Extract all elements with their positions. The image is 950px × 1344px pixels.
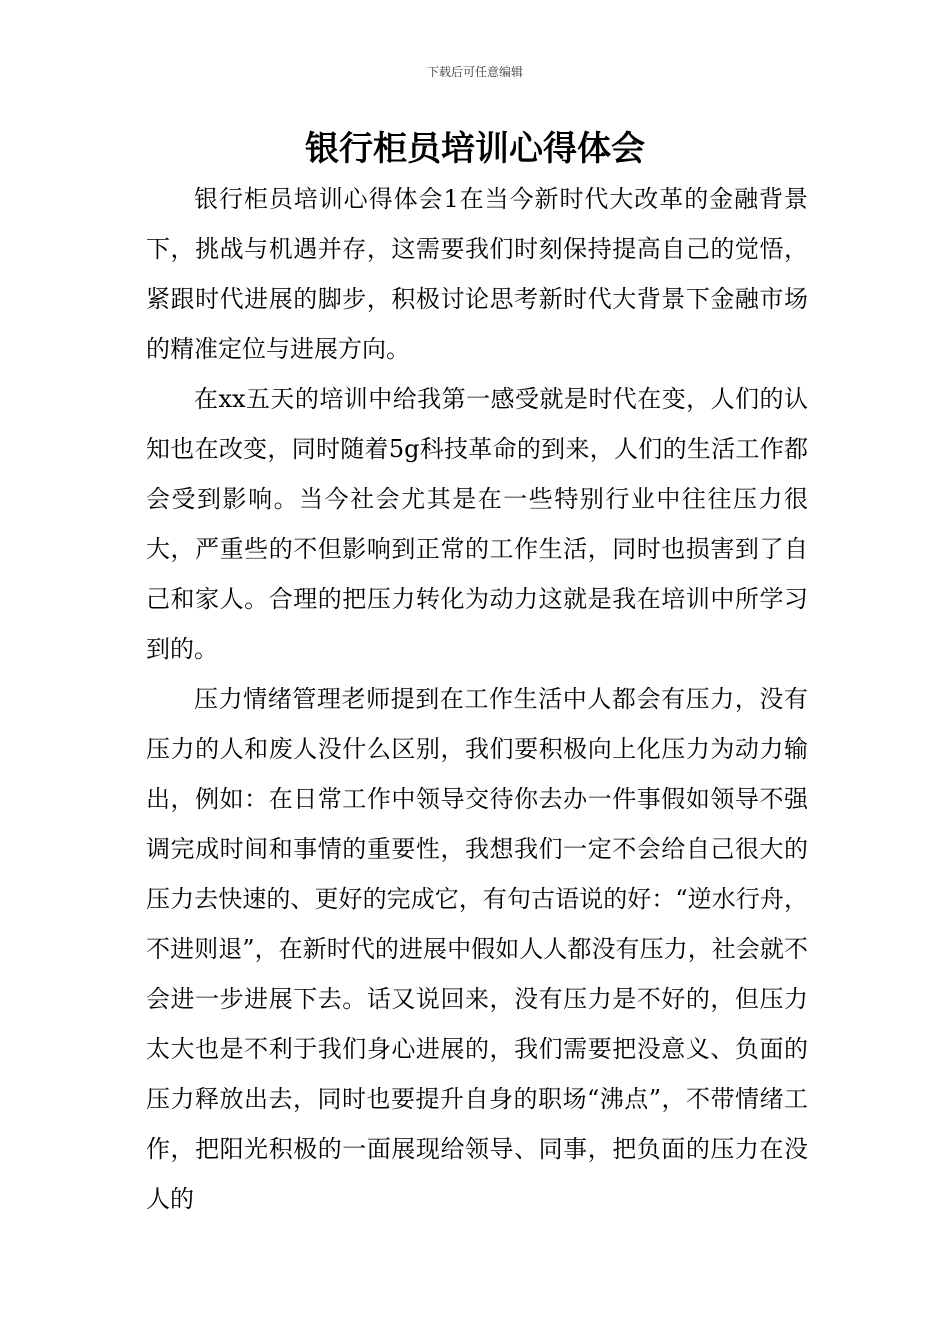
header-note: 下载后可任意编辑 (426, 65, 523, 79)
paragraph-3: 压力情绪管理老师提到在工作生活中人都会有压力，没有压力的人和废人没什么区别，我们要积极向上化压力为动力输出，例如：在日常工作中领导交待你去办一件事假如领导不强调完成时间和事情的重要性，我想我们一定不会给自己很大的压力去快速的、更好的完成它，有句古语说的好：“逆水行舟，不进则退”，在新时代的进展中假如人人都没有压力，社会就不会进一步进展下去。话又说回来，没有压力是不好的，但压力太大也是不利于我们身心进展的，我们需要把没意义、负面的压力释放出去，同时也要提升自身的职场“沸点”，不带情绪工作，把阳光积极的一面展现给领导、同事，把负面的压力在没人的 (146, 685, 808, 1213)
document-body (146, 174, 808, 1224)
document-title: 银行柜员培训心得体会 (305, 129, 645, 169)
paragraph-2: 在xx五天的培训中给我第一感受就是时代在变，人们的认知也在改变，同时随着5g科技革命的到来，人们的生活工作都会受到影响。当今社会尤其是在一些特别行业中往往压力很大，严重些的不但影响到正常的工作生活，同时也损害到了自己和家人。合理的把压力转化为动力这就是我在培训中所学习到的。 (146, 385, 808, 663)
paragraph-1: 银行柜员培训心得体会1在当今新时代大改革的金融背景下，挑战与机遇并存，这需要我们时刻保持提高自己的觉悟，紧跟时代进展的脚步，积极讨论思考新时代大背景下金融市场的精准定位与进展方向。 (146, 185, 808, 363)
